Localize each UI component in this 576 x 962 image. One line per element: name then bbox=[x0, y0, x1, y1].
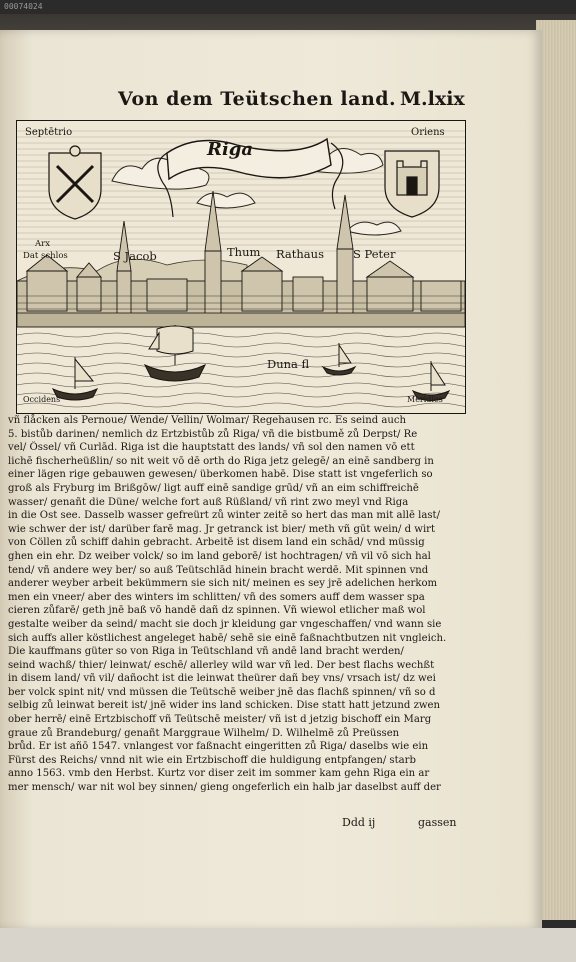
body-line: anderer weyber arbeit bekümmern sie sich nit/ meinen es sey jrē adelichen herkom bbox=[8, 578, 438, 590]
banner-title: Riga bbox=[207, 139, 254, 160]
body-line: brůd. Er ist añō 1547. vnlangest vor faßnacht eingeritten zů Riga/ daselbs wie ein bbox=[8, 741, 429, 753]
label-south: Meridies bbox=[407, 395, 443, 404]
label-west: Occidens bbox=[23, 395, 61, 404]
running-header: Von dem Teütschen land. bbox=[118, 88, 397, 110]
body-line: in die Ost see. Dasselb wasser gefreürt zů winter zeitē so hert das man mit allē last/ bbox=[8, 510, 441, 522]
label-north: Septētrio bbox=[25, 127, 73, 138]
body-text bbox=[8, 414, 462, 795]
woodcut-riga bbox=[16, 120, 466, 414]
body-line: ober herrē/ einē Ertzbischoff vñ Teütschē meister/ vñ ist d jetzig bischoff ein Marg bbox=[8, 714, 432, 726]
body-line: Die kauffmans güter so von Riga in Teütschland vñ andē land bracht werden/ bbox=[8, 646, 404, 658]
coat-of-arms-left bbox=[49, 146, 101, 219]
body-line: selbig zů leinwat bereit ist/ jnē wider ins land schicken. Dise statt hatt jetzund zwen bbox=[8, 700, 441, 712]
body-line: vñ flåcken als Pernoue/ Wende/ Vellin/ Wolmar/ Regehausen rc. Es seind auch bbox=[8, 415, 407, 426]
body-line: in disem land/ vñ vil/ dañocht ist die leinwat theürer dañ bey vns/ vrsach ist/ dz wei bbox=[8, 673, 436, 685]
body-line: sich auffs aller köstlichest angeleget habē/ sehē sie einē faßnachtbutzen nit vngleich. bbox=[8, 632, 447, 644]
body-line: wie schwer der ist/ darüber farē mag. Jr getranck ist bier/ meth vñ gūt wein/ d wirt bbox=[8, 523, 436, 535]
body-line: groß als Fryburg im Brißgōw/ ligt auff einē sandige grūd/ vñ an eim schiffreichē bbox=[8, 482, 419, 494]
ship-small-left bbox=[53, 357, 97, 400]
label-rathaus: Rathaus bbox=[276, 247, 324, 261]
body-line: wasser/ genañt die Düne/ welche fort auß Rüßland/ vñ rint zwo meyl vnd Riga bbox=[8, 496, 409, 508]
ship-center bbox=[323, 343, 355, 375]
label-schlos: Dat schlos bbox=[23, 251, 68, 261]
label-arx: Arx bbox=[35, 239, 50, 249]
body-line: lichē fischerheüßlin/ so nit weit vō dē orth do Riga jetz gelegē/ an einē sandberg in bbox=[8, 455, 434, 467]
body-line: vel/ Össel/ vñ Curlād. Riga ist die hauptstatt des lands/ vñ sol den namen vō ett bbox=[8, 442, 415, 454]
body-line: mer mensch/ war nit wol bey sinnen/ gieng ongeferlich ein halb jar daselbst auff der bbox=[8, 782, 441, 794]
label-thum: Thum bbox=[227, 245, 261, 259]
page-edges bbox=[536, 20, 576, 920]
signature-mark: Ddd ij bbox=[342, 816, 376, 829]
body-line: einer lägen rige gebauwen gewesen/ überkomen habē. Dise statt ist vngeferlich so bbox=[8, 469, 433, 481]
label-s-jacob: S Jacob bbox=[113, 249, 157, 263]
label-duna-river: Duna fl bbox=[267, 357, 310, 371]
body-line: gestalte weiber da seind/ macht sie doch jr kleidung gar vngeschaffen/ vnd wann sie bbox=[8, 618, 442, 630]
catchword: gassen bbox=[418, 816, 457, 829]
body-line: von Cöllen zů schiff dahin gebracht. Arbeitē ist disem land ein schād/ vnd müssig bbox=[8, 537, 425, 549]
coat-of-arms-right bbox=[385, 151, 439, 217]
body-line: anno 1563. vmb den Herbst. Kurtz vor diser zeit im sommer kam gehn Riga ein ar bbox=[8, 768, 430, 780]
label-s-peter: S Peter bbox=[353, 247, 396, 261]
folio-number: M.lxix bbox=[400, 88, 465, 110]
body-line: tend/ vñ andere wey ber/ so auß Teütschlād hinein bracht werdē. Mit spinnen vnd bbox=[8, 564, 429, 576]
body-line: ber volck spint nit/ vnd müssen die Teütschē weiber jnē das flachß spinnen/ vñ so d bbox=[8, 686, 436, 698]
scan-id: 00074024 bbox=[4, 2, 43, 11]
body-line: ghen ein ehr. Dz weiber volck/ so im land geborē/ ist hochtragen/ vñ vil vō sich hal bbox=[8, 550, 431, 562]
label-east: Oriens bbox=[411, 127, 445, 138]
scan-bottom-margin bbox=[0, 928, 576, 962]
body-line: seind wachß/ thier/ leinwat/ eschē/ allerley wild war vñ led. Der best flachs wechßt bbox=[8, 659, 435, 671]
body-line: cieren zůfarē/ geth jnē baß vō handē dañ dz spinnen. Vñ wiewol etlicher maß wol bbox=[8, 605, 426, 617]
body-line: Fürst des Reichs/ vnnd nit wie ein Ertzbischoff die huldigung entpfangen/ starb bbox=[8, 754, 416, 766]
woodcut-drawing bbox=[17, 121, 465, 413]
body-line: graue zů Brandeburg/ genañt Marggraue Wilhelm/ D. Wilhelmē zů Preüssen bbox=[8, 727, 400, 739]
body-line: men ein vneer/ aber des winters im schlitten/ vñ des somers auff dem wasser spa bbox=[8, 591, 425, 603]
body-line: 5. bistůb darinen/ nemlich dz Ertzbistůb zů Riga/ vñ die bistbumě zů Derpst/ Re bbox=[8, 428, 418, 440]
